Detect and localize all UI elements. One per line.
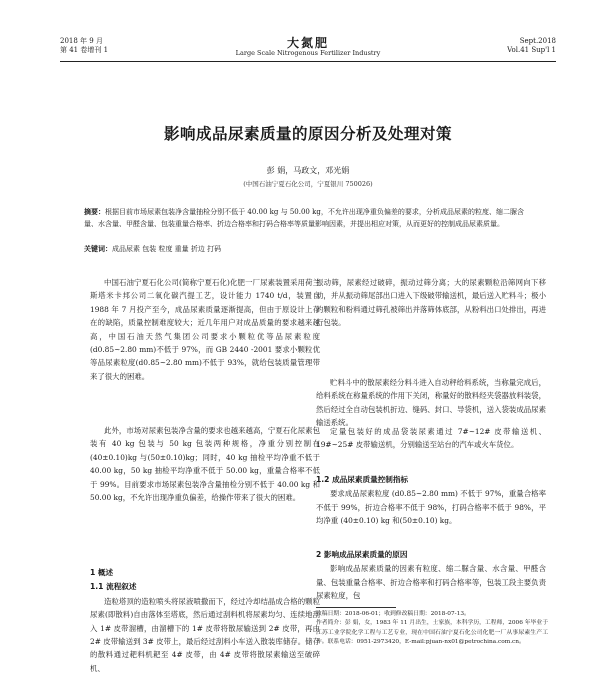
header-rule (60, 61, 556, 62)
journal-title (60, 37, 556, 58)
paragraph: 定量包装好的成品袋装尿素通过 7#~12# 皮带输送机、19#~25# 皮带输送机，分别输送至站台的汽车或火车货位。 (316, 427, 546, 450)
right-column-p1 (316, 276, 546, 330)
journal-title-en: Large Scale Nitrogenous Fertilizer Industry (235, 49, 381, 57)
footnote-rule (316, 607, 396, 608)
right-column-section-1-2 (316, 473, 546, 528)
section-heading: 2 影响成品尿素质量的原因 (316, 550, 408, 559)
paragraph: 影响成品尿素质量的因素有粒度、缩二脲含量、水含量、甲醛含量、包装重量合格率、折边合格率和打码合格率等，包装工段主要负责尿素粒度，包 (316, 564, 546, 601)
paper-title: 影响成品尿素质量的原因分析及处理对策 (163, 125, 452, 143)
left-column-intro (90, 276, 320, 383)
header-vol-en: Vol.41 Sup'l 1 (507, 45, 556, 54)
keywords-text: 成品尿素 包装 粒度 重量 折边 打码 (112, 245, 222, 253)
right-column-p2 (316, 376, 546, 430)
paragraph: 造粒塔顶的造粒喷头将尿液喷撒而下，经过冷却结晶成合格的颗粒尿素(即散料)自由落体至塔底，然后通过刮料机将尿素均匀、连续地刮入 1# 皮带溜槽，由溜槽下的 1# 皮带将散尿输送到 2# 皮带，再由 2# 皮带输送到 3# 皮带上，最后经过刮料小车送入散装库储存。储存的散料通过耙料机耙至 4# 皮带，由 4# 皮带将散尿素输送至破碎机、 (90, 596, 320, 673)
header-volume-en (507, 37, 556, 54)
paragraph: 中国石油宁夏石化公司(简称宁夏石化)化肥一厂尿素装置采用荷兰斯塔米卡邦公司二氧化碳汽提工艺，设计能力 1740 t/d，装置自 1988 年 7 月投产至今，成品尿素质量逐渐提高，但由于原设计上存在的缺陷，质量控制难度较大；近几年用户对成品质量的要求越来越高，中国石油天然气集团公司要求小颗粒优等品尿素粒度(d0.85~2.80 mm)不低于 97%，而 GB 2440 -2001 要求小颗粒优等品尿素粒度(d0.85~2.80 mm)不低于 93%，就给包装质量管理带来了很大的困难。 (90, 278, 320, 381)
keywords-label: 关键词： (84, 244, 112, 253)
header-date-cn: 2018 年 9 月 (60, 37, 103, 45)
header-volume-cn: 第 41 卷增刊 1 (60, 45, 109, 54)
paper-authors: 彭 娟，马政文，邓光娟 (266, 166, 350, 175)
abstract-label: 摘要： (84, 207, 106, 216)
right-column-p3 (316, 425, 546, 452)
keywords (84, 243, 524, 255)
paragraph: 振动筛，尿素经过破碎，振动过筛分离；大的尿素颗粒沿筛网向下移动，并从振动筛尾部出口进入下级破带输送机，最后送入贮料斗；极小的颗粒和粉料通过筛孔被筛出并落筛体底部，从粉料出口处排出，再进行包装。 (316, 278, 546, 328)
abstract (84, 206, 524, 230)
subsection-heading: 1.1 流程叙述 (90, 582, 137, 592)
journal-logo: 大氮肥 (286, 36, 329, 50)
paper-affiliation: (中国石油宁夏石化公司，宁夏银川 750026) (243, 180, 373, 188)
footnote-author-bio: 作者简介：彭 娟，女，1983 年 11 月出生，土家族，本科学历，工程师，2006 年毕业于江苏工业学院化学工程与工艺专业，现在中国石油宁夏石化公司化肥一厂从事尿素生产工作。联系电话：0951-2973420，E-mail:pjuan-nx01@petrochina.com.cn。 (316, 620, 548, 645)
left-column-section-1 (90, 566, 320, 675)
paragraph: 要求成品尿素粒度 (d0.85~2.80 mm) 不低于 97%，重量合格率不低于 99%，折边合格率不低于 98%，打码合格率不低于 98%，平均净重 (40±0.10) kg 和(50±0.10) kg。 (316, 489, 546, 526)
paragraph: 贮料斗中的散尿素经分料斗进入自动秤给料系统，当称量完成后，给料系统在称量系统的作用下关闭，称量好的散料经夹袋器放料装袋，然后经过全自动包装机折边、缝码、封口、导袋机，送入袋装成品尿素输送系统。 (316, 378, 546, 428)
footnote (316, 610, 548, 647)
abstract-text: 根据目前市场尿素包装净含量抽检分别不低于 40.00 kg 与 50.00 kg，不允许出现净重负偏差的要求，分析成品尿素的粒度、缩二脲含量、水含量、甲醛含量、包装重量合格率、折边合格率和打码合格率等质量影响因素，并提出相应对策，从而更好的控制成品尿素质量。 (84, 208, 525, 228)
running-header (60, 37, 556, 59)
subsection-heading: 1.2 成品尿素质量控制指标 (316, 475, 409, 484)
footnote-received: 收稿日期：2018-06-01；收到修改稿日期：2018-07-13。 (316, 611, 470, 617)
header-date-en: Sept.2018 (519, 37, 556, 45)
section-heading: 1 概述 (90, 568, 114, 577)
left-column-requirements (90, 424, 320, 504)
paragraph: 此外，市场对尿素包装净含量的要求也越来越高，宁夏石化尿素包装有 40 kg 包装与 50 kg 包装两种规格，净重分别控制在(40±0.10)kg 与(50±0.10)kg；同时，40 kg 抽检平均净重不低于 40.00 kg，50 kg 抽检平均净重不低于 50.00 kg，重量合格率不低于 99%。目前要求市场尿素包装净含量抽检分别不低于 40.00 kg 和 50.00 kg，不允许出现净重负偏差，给操作带来了很大的困难。 (90, 426, 320, 503)
right-column-section-2 (316, 548, 546, 603)
